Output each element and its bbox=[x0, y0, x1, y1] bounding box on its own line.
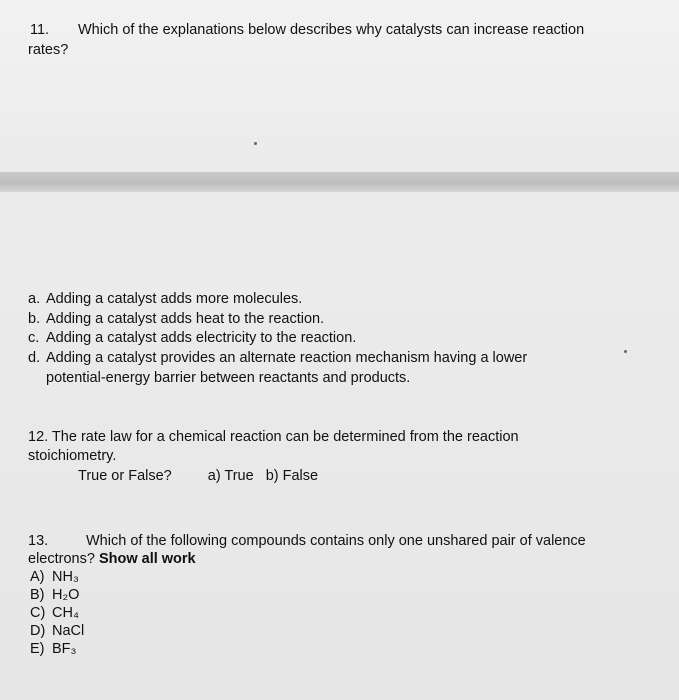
q13-choice-b-label: B) bbox=[30, 587, 45, 603]
q11-question-line1: Which of the explanations below describes why catalysts can increase reaction bbox=[78, 22, 585, 38]
q12-question-line2: stoichiometry. bbox=[28, 448, 117, 464]
q12-true-false bbox=[78, 467, 318, 485]
q13-question bbox=[28, 532, 586, 550]
q13-choice-d-label: D) bbox=[30, 623, 46, 639]
q11-option-c-text: Adding a catalyst adds electricity to the reaction. bbox=[46, 330, 357, 346]
q13-question-line2-text: electrons? bbox=[28, 551, 95, 567]
page-divider bbox=[0, 172, 679, 192]
q13-choice-e bbox=[30, 640, 76, 658]
q13-choice-e-text: BF₃ bbox=[52, 641, 77, 657]
q13-question-line2 bbox=[28, 550, 196, 568]
speck bbox=[624, 350, 627, 353]
q13-choice-b bbox=[30, 586, 79, 604]
q13-instruction: Show all work bbox=[98, 551, 196, 567]
q13-choice-c-text: CH₄ bbox=[52, 605, 79, 621]
q13-choice-a bbox=[30, 568, 79, 586]
q13-number: 13. bbox=[28, 533, 49, 549]
q12-option-true: a) True bbox=[207, 468, 254, 484]
q11-option-a bbox=[28, 290, 302, 308]
q11-option-a-text: Adding a catalyst adds more molecules. bbox=[46, 291, 303, 307]
q13-choice-c bbox=[30, 604, 79, 622]
q13-choice-d bbox=[30, 622, 84, 640]
q11-option-d-text: Adding a catalyst provides an alternate reaction mechanism having a lower bbox=[46, 350, 528, 366]
q11-option-d-continued: potential-energy barrier between reactants and products. bbox=[46, 370, 411, 386]
q13-question-line1: Which of the following compounds contains only one unshared pair of valence bbox=[86, 533, 586, 549]
q11-question-line2: rates? bbox=[28, 42, 69, 58]
q11-number: 11. bbox=[30, 22, 50, 38]
q11-option-d bbox=[28, 349, 527, 367]
q13-choice-a-label: A) bbox=[30, 569, 45, 585]
paper-bottom bbox=[0, 192, 679, 700]
q11-option-b-text: Adding a catalyst adds heat to the reaction. bbox=[46, 311, 325, 327]
q12-question-line1: 12. The rate law for a chemical reaction can be determined from the reaction bbox=[28, 429, 519, 445]
q13-choice-e-label: E) bbox=[30, 641, 45, 657]
q11-question bbox=[30, 21, 584, 39]
q11-option-c bbox=[28, 329, 356, 347]
q12-option-false: b) False bbox=[265, 468, 319, 484]
speck bbox=[254, 142, 257, 145]
q13-choice-c-label: C) bbox=[30, 605, 46, 621]
q13-choice-d-text: NaCl bbox=[52, 623, 85, 639]
q11-option-a-label: a. bbox=[28, 291, 41, 307]
q11-option-d-label: d. bbox=[28, 350, 41, 366]
q11-option-b-label: b. bbox=[28, 311, 41, 327]
q13-choice-a-text: NH₃ bbox=[52, 569, 79, 585]
q11-option-c-label: c. bbox=[28, 330, 40, 346]
q11-option-b bbox=[28, 310, 324, 328]
q13-choice-b-text: H₂O bbox=[52, 587, 80, 603]
q12-prompt: True or False? bbox=[78, 468, 172, 484]
